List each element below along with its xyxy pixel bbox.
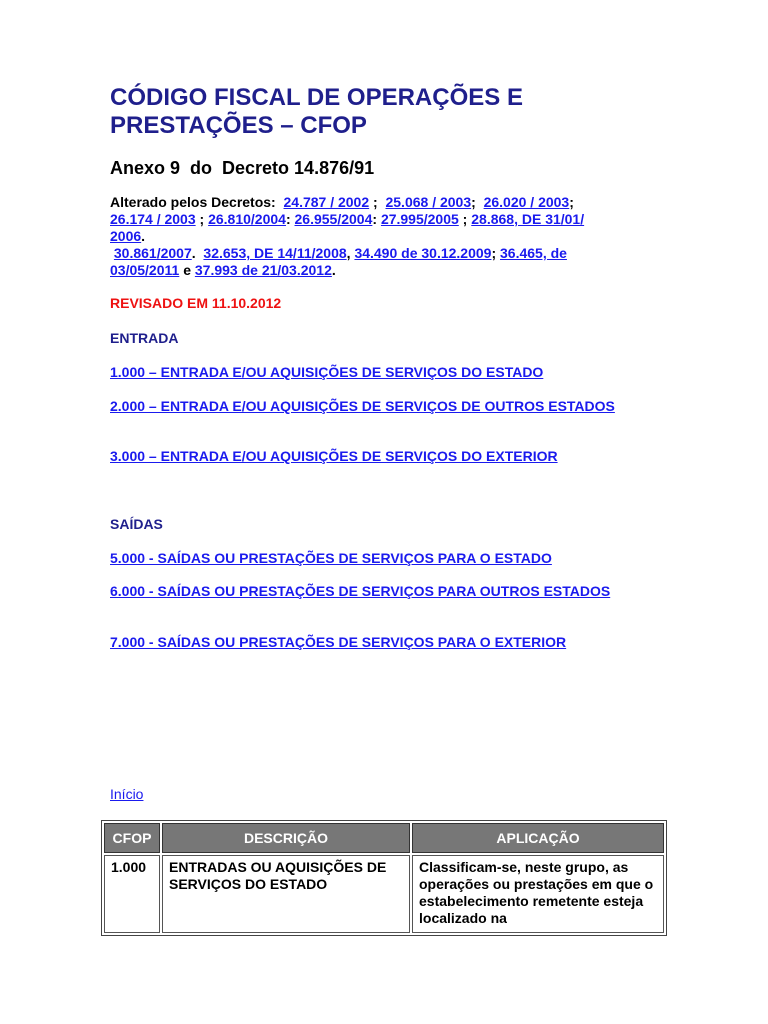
decreto-link[interactable]: 36.465, de: [500, 245, 567, 261]
nav-link-5000[interactable]: [110, 550, 620, 567]
entrada-heading: ENTRADA: [110, 330, 179, 346]
decreto-link[interactable]: 37.993 de 21/03.2012: [194, 262, 332, 278]
nav-link-6000[interactable]: [110, 583, 620, 600]
saidas-heading: SAÍDAS: [110, 516, 163, 532]
decreto-link[interactable]: 28.868, DE 31/01/: [471, 211, 585, 227]
decreto-link[interactable]: 26.020 / 2003: [483, 194, 570, 210]
nav-link-label[interactable]: 7.000 - SAÍDAS OU PRESTAÇÕES DE SERVIÇOS PARA O EXTERIOR: [110, 634, 567, 650]
nav-link-label[interactable]: 5.000 - SAÍDAS OU PRESTAÇÕES DE SERVIÇOS PARA O ESTADO: [110, 550, 552, 566]
cfop-table: [101, 820, 667, 936]
nav-link-label[interactable]: 6.000 - SAÍDAS OU PRESTAÇÕES DE SERVIÇOS PARA OUTROS ESTADOS: [110, 583, 611, 599]
decretos-prefix: Alterado pelos Decretos:: [110, 194, 276, 210]
page-title: CÓDIGO FISCAL DE OPERAÇÕES E PRESTAÇÕES – CFOP: [110, 84, 523, 139]
decreto-link[interactable]: 26.174 / 2003: [110, 211, 196, 227]
nav-link-7000[interactable]: [110, 634, 620, 651]
decreto-link[interactable]: 34.490 de 30.12.2009: [354, 245, 492, 261]
decretos-connector: e: [183, 262, 191, 278]
decreto-link[interactable]: 03/05/2011: [110, 262, 180, 278]
cell-cfop: 1.000: [104, 855, 160, 933]
nav-link-1000[interactable]: [110, 364, 620, 381]
decreto-link[interactable]: 2006: [110, 228, 142, 244]
decreto-link[interactable]: 25.068 / 2003: [385, 194, 472, 210]
decreto-link[interactable]: 27.995/2005: [380, 211, 459, 227]
cell-aplicacao: [412, 855, 664, 933]
column-header-cfop: CFOP: [104, 823, 160, 853]
nav-link-3000[interactable]: [110, 448, 620, 465]
page-subtitle: Anexo 9 do Decreto 14.876/91: [110, 158, 375, 178]
column-header-aplicacao: APLICAÇÃO: [412, 823, 664, 853]
nav-link-label[interactable]: 1.000 – ENTRADA E/OU AQUISIÇÕES DE SERVIÇOS DO ESTADO: [110, 364, 544, 380]
nav-link-label[interactable]: 2.000 – ENTRADA E/OU AQUISIÇÕES DE SERVIÇOS DE OUTROS ESTADOS: [110, 398, 615, 414]
decretos-paragraph: Alterado pelos Decretos: 24.787 / 2002 ; 25.068 / 2003; 26.020 / 2003; 26.174 / 2003 ; 26.810/2004: 26.955/2004: 27.995/2005 ; 28.868, DE 31/01/ 2006. 30.861/2007. 32.653, DE 14/11/2008, 34.490 de 30.12.2009; 36.465, de 03/05/2011 e 37.993 de 21/03.2012.: [110, 194, 585, 278]
decreto-link[interactable]: 24.787 / 2002: [283, 194, 370, 210]
column-header-descricao: DESCRIÇÃO: [162, 823, 410, 853]
cell-descricao-text: ENTRADAS OU AQUISIÇÕES DE SERVIÇOS DO ESTADO: [169, 859, 387, 892]
nav-link-2000[interactable]: [110, 398, 620, 415]
inicio-link-label[interactable]: Início: [110, 786, 144, 802]
table-row: [104, 855, 664, 933]
cell-descricao: [162, 855, 410, 933]
table-header-row: [104, 823, 664, 853]
decreto-link[interactable]: 32.653, DE 14/11/2008: [203, 245, 347, 261]
cell-aplicacao-text: Classificam-se, neste grupo, as operações ou prestações em que o estabelecimento remetente esteja localizado na: [419, 859, 654, 926]
decreto-link[interactable]: 30.861/2007: [113, 245, 192, 261]
nav-link-label[interactable]: 3.000 – ENTRADA E/OU AQUISIÇÕES DE SERVIÇOS DO EXTERIOR: [110, 448, 558, 464]
inicio-link[interactable]: [110, 786, 143, 802]
revisado-notice: REVISADO EM 11.10.2012: [110, 295, 282, 311]
decreto-link[interactable]: 26.810/2004: [208, 211, 286, 227]
decreto-link[interactable]: 26.955/2004: [294, 211, 373, 227]
